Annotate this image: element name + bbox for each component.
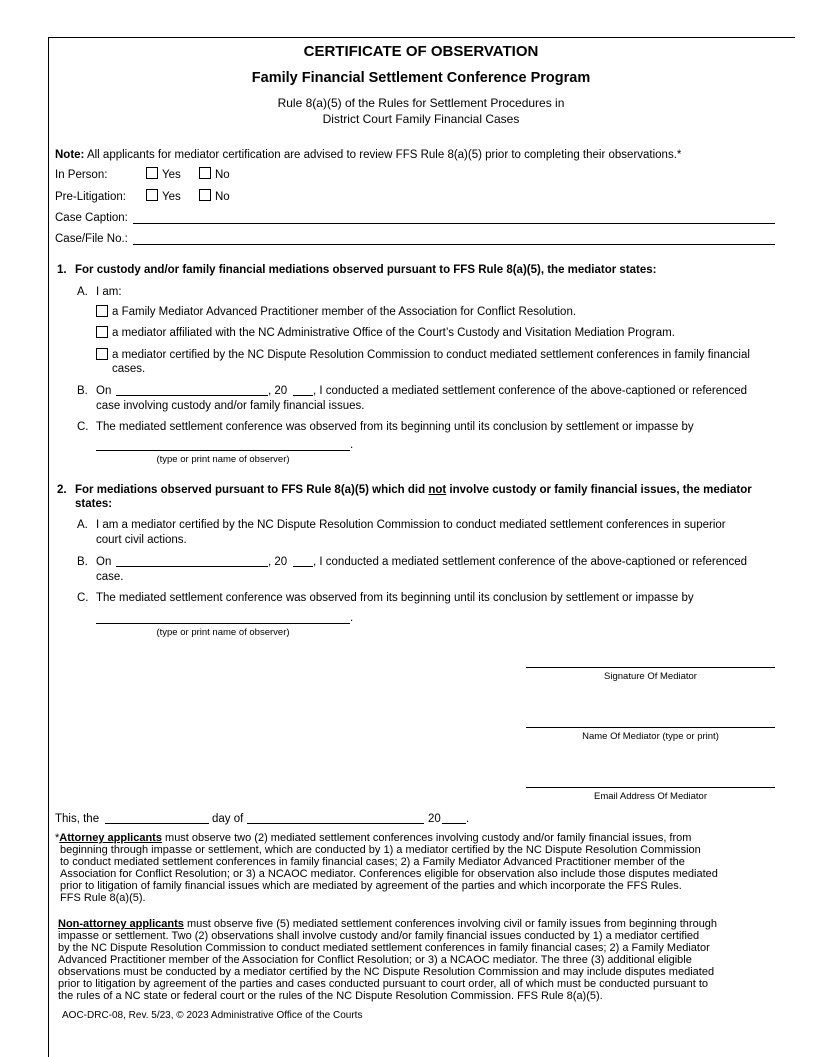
attorney-footnote-line (55, 832, 785, 844)
section2-year-field[interactable] (293, 566, 313, 567)
section1-option3-text-line1: a mediator certified by the NC Dispute Resolution Commission to conduct mediated settlement conferences in family financial (112, 349, 750, 361)
year-field[interactable] (442, 823, 466, 824)
section1-observer-name-field[interactable] (96, 450, 350, 451)
section2-b-on: On (96, 556, 112, 568)
mediator-name-label: Name Of Mediator (type or print) (582, 731, 719, 742)
form-title: CERTIFICATE OF OBSERVATION (303, 43, 539, 60)
section1-date-field[interactable] (116, 395, 268, 396)
mediator-email-label: Email Address Of Mediator (594, 791, 707, 802)
day-field[interactable] (105, 823, 209, 824)
rule-line-1: Rule 8(a)(5) of the Rules for Settlement Procedures in (277, 96, 565, 110)
nonattorney-line-5: prior to litigation by agreement of the parties and cases conducted pursuant to court order, all of which must be conducted pursuant to (58, 978, 708, 990)
section2-c-text: The mediated settlement conference was observed from its beginning until its conclusion by settlement or impasse by (96, 592, 694, 604)
day-of-label: day of (212, 813, 244, 825)
in-person-no-label: No (215, 169, 230, 181)
case-caption-label: Case Caption: (55, 212, 128, 224)
form-border (48, 37, 795, 1057)
section1-b-20: , 20 (268, 385, 288, 397)
note-label: Note: (55, 149, 85, 161)
form-id: AOC-DRC-08, Rev. 5/23, © 2023 Administrative Office of the Courts (62, 1010, 363, 1021)
case-file-field[interactable] (133, 244, 775, 245)
section1-c-letter: C. (77, 421, 89, 433)
section2-b-letter: B. (77, 556, 88, 568)
section2-number: 2. (57, 484, 67, 496)
section1-option2-checkbox[interactable] (96, 326, 108, 338)
in-person-yes-label: Yes (162, 169, 181, 181)
section2-a-line1: I am a mediator certified by the NC Dispute Resolution Commission to conduct mediated settlement conferences in superior (96, 519, 726, 531)
attorney-line-3: Association for Conflict Resolution; or 3) a NCAOC mediator. Conferences eligible for observation also include those disputes mediated (60, 868, 718, 880)
nonattorney-line-0: must observe five (5) mediated settlement conferences involving civil or family issues from beginning through (183, 918, 718, 930)
pre-litigation-yes-label: Yes (162, 191, 181, 203)
footnote-asterisk: * (55, 832, 60, 844)
attorney-line-4: prior to litigation of family financial issues which are mediated by agreement of the parties and which incorporate the FFS Rules. (60, 880, 682, 892)
section1-option1-checkbox[interactable] (96, 305, 108, 317)
section2-b-rest: , I conducted a mediated settlement conference of the above-captioned or referenced (313, 556, 748, 568)
section2-heading-line2: states: (75, 498, 113, 510)
section1-a-text: I am: (96, 286, 122, 298)
section1-option2-text: a mediator affiliated with the NC Administrative Office of the Court’s Custody and Visitation Mediation Program. (112, 327, 675, 339)
in-person-no-checkbox[interactable] (199, 167, 211, 179)
section1-year-field[interactable] (293, 395, 313, 396)
section1-option1-text: a Family Mediator Advanced Practitioner member of the Association for Conflict Resolution. (112, 306, 577, 318)
year-20-label: 20 (428, 813, 441, 825)
this-the-label: This, the (55, 813, 100, 825)
section2-observer-name-field[interactable] (96, 623, 350, 624)
nonattorney-line-3: Advanced Practitioner member of the Association for Conflict Resolution; or 3) a NCAOC mediator. The three (3) additional eligible (58, 954, 692, 966)
section2-a-letter: A. (77, 519, 88, 531)
pre-litigation-label: Pre-Litigation: (55, 191, 126, 203)
section1-b-on: On (96, 385, 112, 397)
attorney-line-1: beginning through impasse or settlement, which are conducted by 1) a mediator certified by the NC Dispute Resolution Commission (60, 844, 701, 856)
nonattorney-line-6: the rules of a NC state or federal court or the rules of the NC Dispute Resolution Commission. FFS Rule 8(a)(5). (58, 990, 603, 1002)
section1-b-rest: , I conducted a mediated settlement conference of the above-captioned or referenced (313, 385, 748, 397)
in-person-label: In Person: (55, 169, 108, 181)
attorney-line-0: must observe two (2) mediated settlement conferences involving custody and/or family financial issues, from (161, 832, 692, 844)
pre-litigation-no-label: No (215, 191, 230, 203)
section1-c-text: The mediated settlement conference was observed from its beginning until its conclusion by settlement or impasse by (96, 421, 694, 433)
date-period: . (466, 813, 470, 825)
attorney-footnote (55, 832, 785, 904)
program-subtitle: Family Financial Settlement Conference Program (251, 70, 591, 86)
section2-heading-post: involve custody or family financial issues, the mediator (446, 484, 752, 496)
nonattorney-footnote-line (58, 918, 788, 930)
in-person-yes-checkbox[interactable] (146, 167, 158, 179)
note (55, 148, 681, 162)
case-caption-field[interactable] (133, 223, 775, 224)
signature-label: Signature Of Mediator (604, 671, 697, 682)
section1-heading: For custody and/or family financial mediations observed pursuant to FFS Rule 8(a)(5), the mediator states: (75, 264, 657, 276)
section1-b-line2: case involving custody and/or family financial issues. (96, 400, 365, 412)
section1-c-period: . (350, 439, 354, 451)
section2-a-line2: court civil actions. (96, 534, 187, 546)
section2-heading (75, 483, 752, 497)
section2-heading-not: not (428, 484, 447, 496)
section2-b-line2: case. (96, 571, 124, 583)
attorney-line-2: to conduct mediated settlement conferences in family financial cases; 2) a Family Mediator Advanced Practitioner member of the (60, 856, 685, 868)
section2-b-20: , 20 (268, 556, 288, 568)
note-text: All applicants for mediator certification are advised to review FFS Rule 8(a)(5) prior to completing their observations.* (86, 149, 682, 161)
signature-field[interactable] (526, 667, 775, 668)
section2-c-letter: C. (77, 592, 89, 604)
pre-litigation-no-checkbox[interactable] (199, 189, 211, 201)
attorney-line-5: FFS Rule 8(a)(5). (60, 892, 146, 904)
section1-observer-caption: (type or print name of observer) (156, 454, 290, 465)
attorney-applicants-heading: Attorney applicants (59, 832, 162, 844)
section1-b-letter: B. (77, 385, 88, 397)
section2-c-period: . (350, 612, 354, 624)
case-file-label: Case/File No.: (55, 233, 128, 245)
pre-litigation-yes-checkbox[interactable] (146, 189, 158, 201)
month-field[interactable] (247, 823, 424, 824)
section1-option3-text-line2: cases. (112, 363, 146, 375)
section2-heading-pre: For mediations observed pursuant to FFS Rule 8(a)(5) which did (75, 484, 429, 496)
rule-line-2: District Court Family Financial Cases (322, 112, 520, 126)
section1-option3-checkbox[interactable] (96, 348, 108, 360)
nonattorney-footnote (58, 918, 788, 1002)
section2-observer-caption: (type or print name of observer) (156, 627, 290, 638)
nonattorney-line-2: by the NC Dispute Resolution Commission to conduct mediated settlement conferences in family financial cases; 2) a Family Mediator (58, 942, 710, 954)
nonattorney-line-1: impasse or settlement. Two (2) observations shall involve custody and/or family financial issues conducted by 1) a mediator certified (58, 930, 700, 942)
mediator-name-field[interactable] (526, 727, 775, 728)
mediator-email-field[interactable] (526, 787, 775, 788)
nonattorney-applicants-heading: Non-attorney applicants (58, 918, 184, 930)
nonattorney-line-4: observations must be conducted by a mediator certified by the NC Dispute Resolution Commission and may include disputes mediated (58, 966, 715, 978)
section1-number: 1. (57, 264, 67, 276)
section1-a-letter: A. (77, 286, 88, 298)
section2-date-field[interactable] (116, 566, 268, 567)
